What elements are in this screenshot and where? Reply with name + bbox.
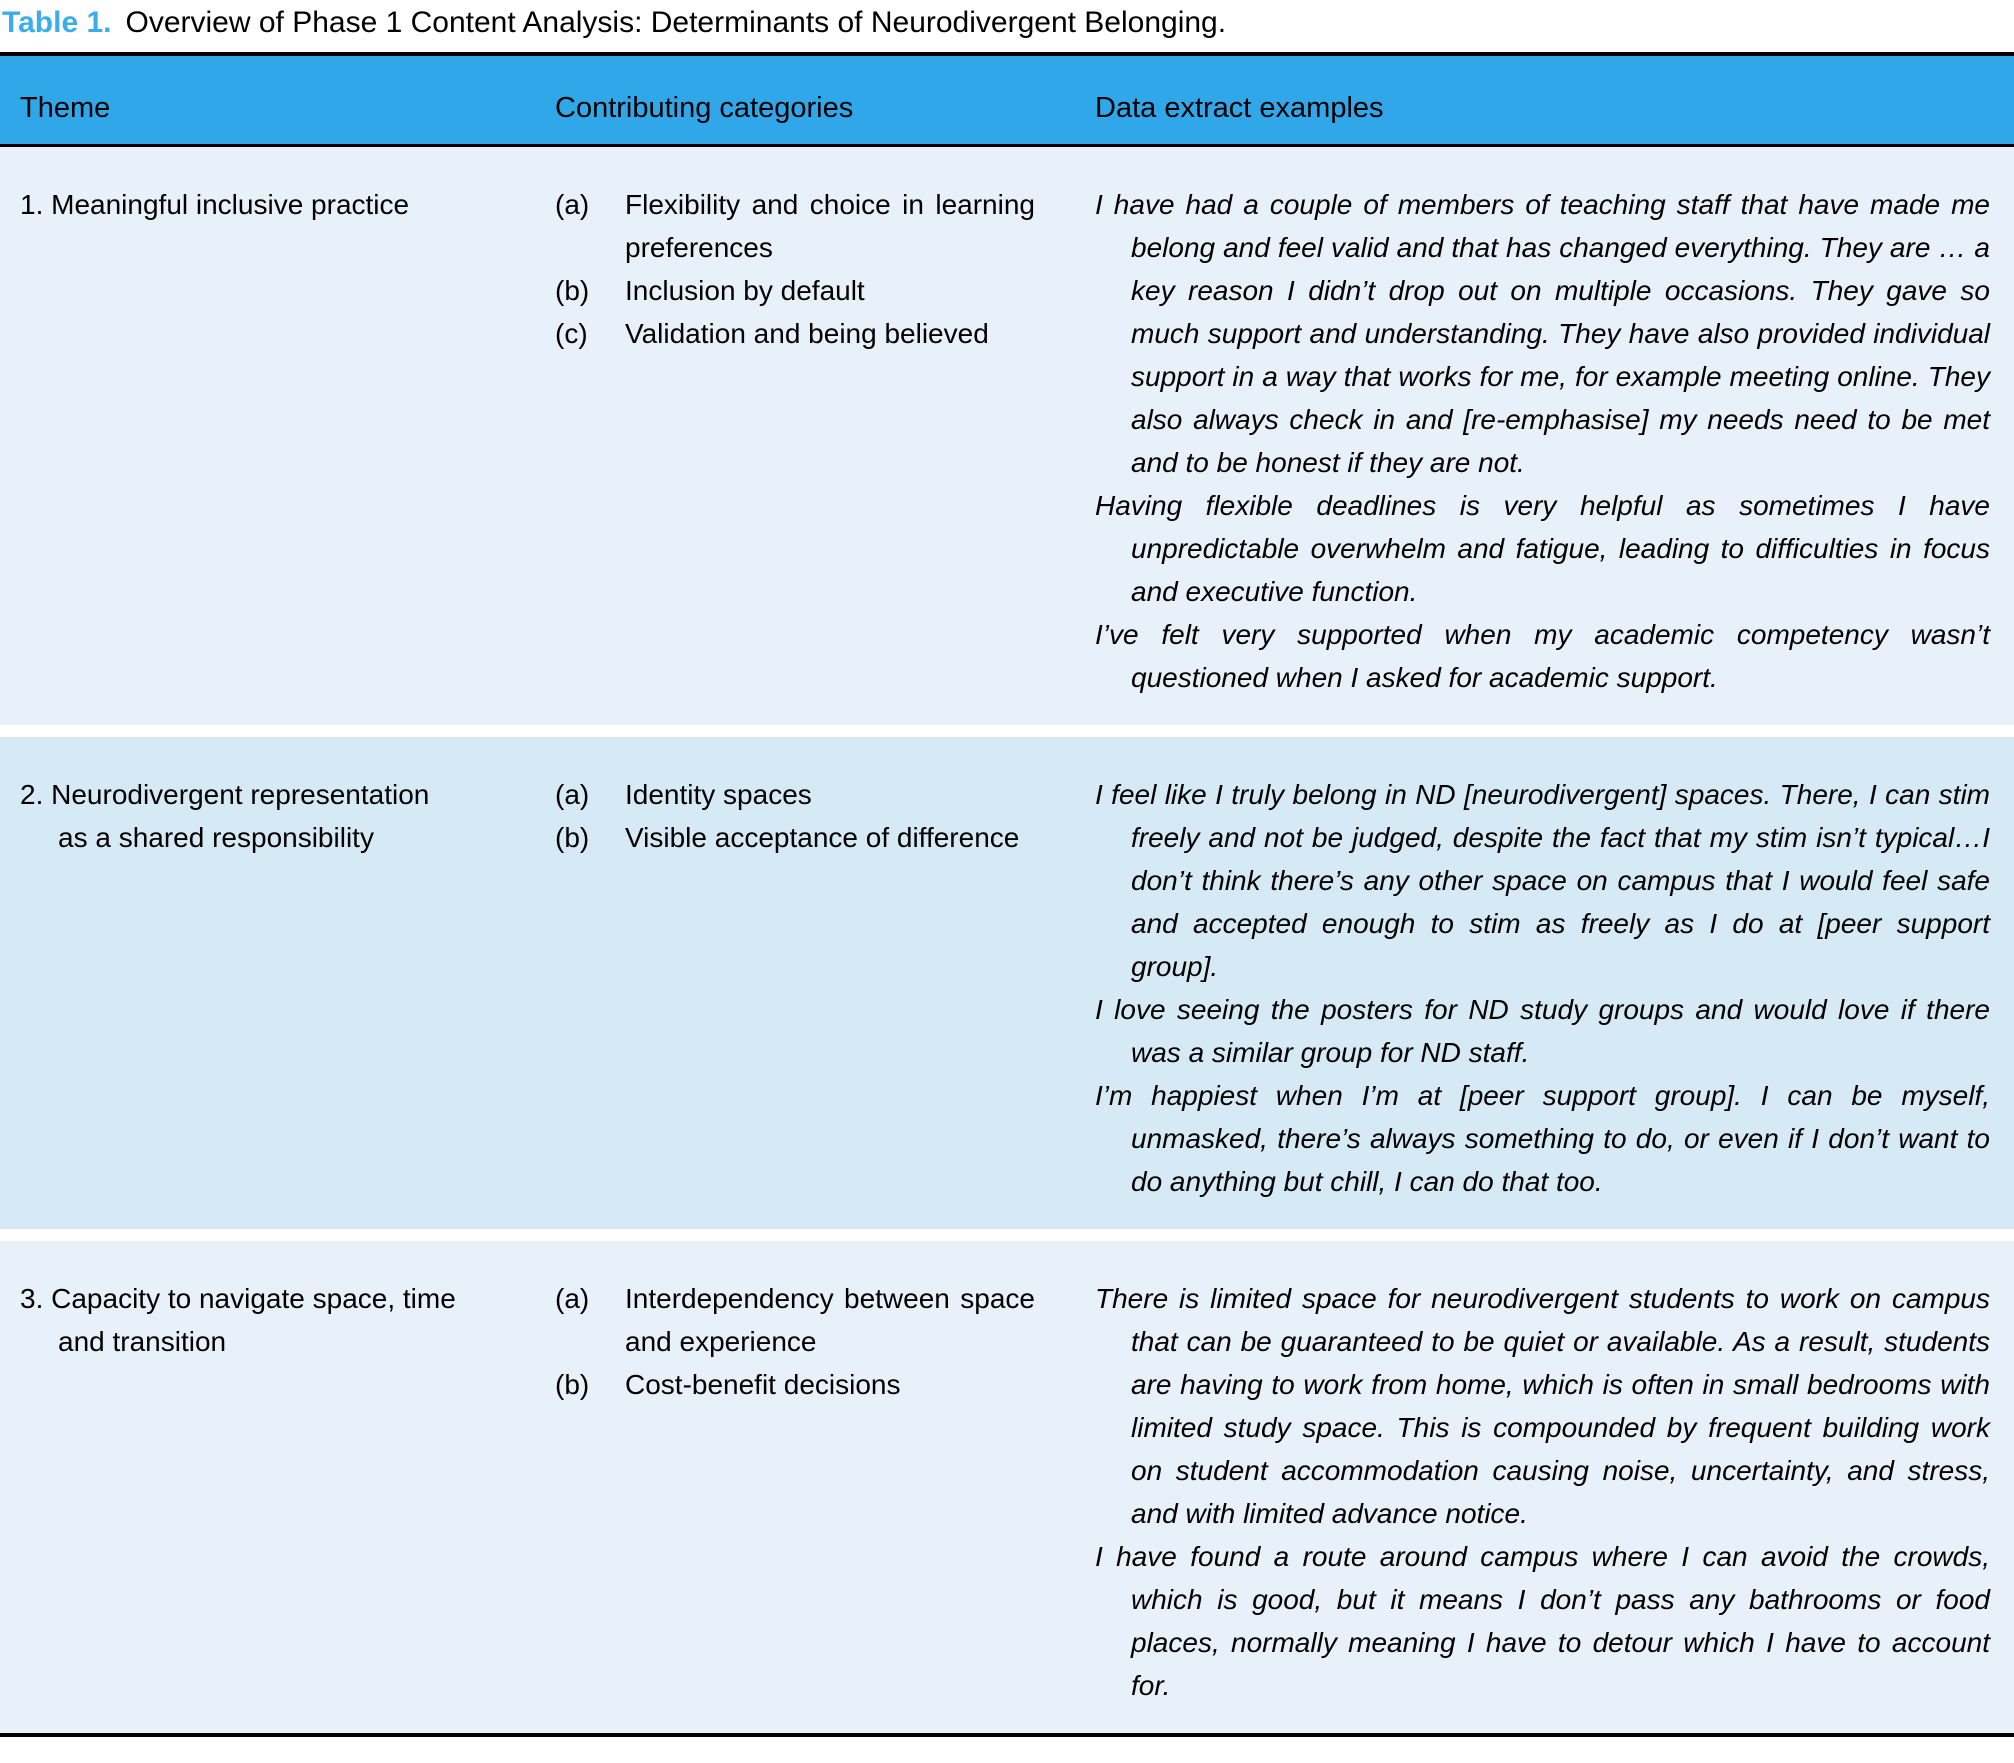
data-extract-quote: I’ve felt very supported when my academic competency wasn’t questioned when I asked for academic support. — [1095, 619, 1990, 693]
category-item — [555, 773, 1035, 816]
category-marker: (c) — [555, 318, 588, 349]
category-item — [555, 312, 1035, 355]
table-row-2 — [0, 737, 2014, 1229]
categories-cell — [530, 1277, 1070, 1707]
category-item — [555, 816, 1035, 859]
table-caption-label: Table 1. — [2, 6, 112, 39]
category-marker: (a) — [555, 1283, 590, 1314]
category-label: Cost-benefit decisions — [625, 1369, 901, 1400]
theme-cell — [0, 183, 530, 699]
column-header-contributing-categories: Contributing categories — [555, 92, 854, 124]
theme-cell — [0, 1277, 530, 1707]
category-item — [555, 269, 1035, 312]
category-marker: (b) — [555, 822, 590, 853]
category-label: Validation and being believed — [625, 318, 989, 349]
table-body — [0, 147, 2014, 1733]
extracts-cell — [1070, 1277, 2014, 1707]
data-extract-quote: I love seeing the posters for ND study groups and would love if there was a similar group for ND staff. — [1095, 994, 1990, 1068]
category-marker: (b) — [555, 1369, 590, 1400]
category-label: Flexibility and choice in learning preferences — [625, 189, 1035, 263]
theme-text: 3. Capacity to navigate space, time and transition — [20, 1283, 456, 1357]
theme-text: 1. Meaningful inclusive practice — [20, 189, 410, 220]
category-item — [555, 1277, 1035, 1363]
category-marker: (b) — [555, 275, 590, 306]
table-caption-text: Overview of Phase 1 Content Analysis: Determinants of Neurodivergent Belonging. — [125, 6, 1227, 39]
table-header-row — [0, 56, 2014, 147]
data-extract-quote: I feel like I truly belong in ND [neurodivergent] spaces. There, I can stim freely and not be judged, despite the fact that my stim isn’t typical…I don’t think there’s any other space on campus that I would feel safe and accepted enough to stim as freely as I do at [peer support group]. — [1095, 779, 1990, 982]
category-item — [555, 183, 1035, 269]
data-extract-quote: I have had a couple of members of teaching staff that have made me belong and feel valid and that has changed everything. They are … a key reason I didn’t drop out on multiple occasions. They gave so much support and understanding. They have also provided individual support in a way that works for me, for example meeting online. They also always check in and [re-emphasise] my needs need to be met and to be honest if they are not. — [1095, 189, 1990, 478]
table-row-3 — [0, 1241, 2014, 1733]
extracts-cell — [1070, 773, 2014, 1203]
data-extract-quote: I’m happiest when I’m at [peer support group]. I can be myself, unmasked, there’s always something to do, or even if I don’t want to do anything but chill, I can do that too. — [1095, 1080, 1990, 1197]
categories-cell — [530, 773, 1070, 1203]
content-analysis-table — [0, 52, 2014, 1737]
category-label: Inclusion by default — [625, 275, 865, 306]
column-header-data-extract-examples: Data extract examples — [1095, 92, 1384, 124]
category-label: Identity spaces — [625, 779, 812, 810]
category-item — [555, 1363, 1035, 1406]
category-marker: (a) — [555, 189, 590, 220]
data-extract-quote: I have found a route around campus where I can avoid the crowds, which is good, but it means I don’t pass any bathrooms or food places, normally meaning I have to detour which I have to account for. — [1095, 1541, 1990, 1701]
column-header-theme: Theme — [20, 92, 111, 124]
category-label: Interdependency between space and experience — [625, 1283, 1035, 1357]
data-extract-quote: There is limited space for neurodivergent students to work on campus that can be guaranteed to be quiet or available. As a result, students are having to work from home, which is often in small bedrooms with limited study space. This is compounded by frequent building work on student accommodation causing noise, uncertainty, and stress, and with limited advance notice. — [1095, 1283, 1990, 1529]
category-marker: (a) — [555, 779, 590, 810]
theme-cell — [0, 773, 530, 1203]
data-extract-quote: Having flexible deadlines is very helpful as sometimes I have unpredictable overwhelm and fatigue, leading to difficulties in focus and executive function. — [1095, 490, 1990, 607]
categories-cell — [530, 183, 1070, 699]
theme-text: 2. Neurodivergent representation as a shared responsibility — [20, 779, 430, 853]
extracts-cell — [1070, 183, 2014, 699]
table-caption — [0, 0, 2014, 52]
category-label: Visible acceptance of difference — [625, 822, 1020, 853]
table-row-1 — [0, 147, 2014, 725]
